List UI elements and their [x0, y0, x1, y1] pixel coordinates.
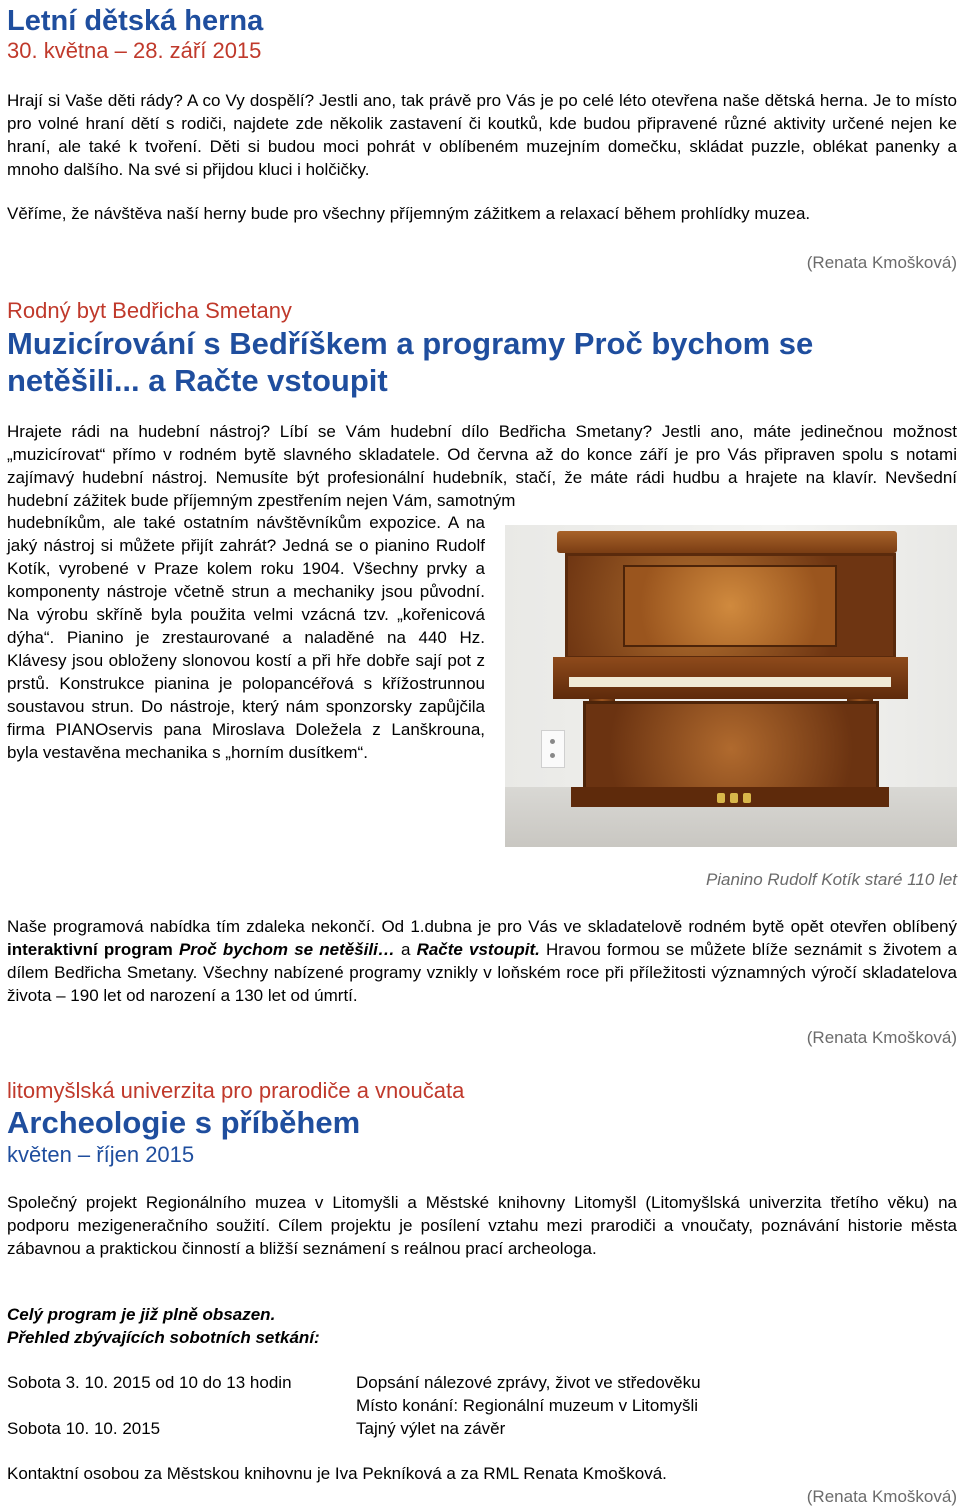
section-title-smetana: Muzicírování s Bedříškem a programy Proč bychom se netěšili... a Račte vstoupit — [7, 326, 814, 398]
paragraph-herna-closing: Věříme, že návštěva naší herny bude pro všechny příjemným zážitkem a relaxací během prohlídky muzea. — [7, 204, 811, 223]
piano-pedal — [717, 793, 725, 803]
section-kicker-smetana: Rodný byt Bedřicha Smetany — [7, 298, 292, 323]
section-title-herna: Letní dětská herna — [7, 5, 264, 37]
schedule-desc-2: Tajný výlet na závěr — [356, 1419, 506, 1438]
section-dates-herna: 30. května – 28. září 2015 — [7, 38, 262, 63]
author-signature: (Renata Kmošková) — [806, 1028, 957, 1047]
section-title-archeologie: Archeologie s příběhem — [7, 1105, 361, 1140]
piano-photo — [505, 525, 957, 847]
schedule-desc-1: Dopsání nálezové zprávy, život ve středověku — [356, 1373, 701, 1392]
bold-note-schedule: Přehled zbývajících sobotních setkání: — [7, 1328, 320, 1347]
piano-front-panel — [623, 565, 837, 647]
piano-lower-panel — [583, 701, 879, 797]
paragraph-smetana-piano: hudebníkům, ale také ostatním návštěvníkům expozice. A na jaký nástroj si můžete přijít zahrát? Jedná se o pianino Rudolf Kotík, vyrobené v Praze kolem roku 1904. Všechny prvky a komponenty nástroje včetně strun a mechaniky jsou původní. Na výrobu skříně byla použita velmi vzácná tzv. „kořenicová dýha“. Pianino je zrestaurované a naladěné na 440 Hz. Klávesy jsou obloženy slonovou kostí a při hře dobře sají pot z prstů. Konstrukce pianina je polopancéřová s křížostrunnou soustavou strun. Do nástroje, který nám sponzorsky zapůjčila firma PIANOservis pana Miroslava Doležela z Lanškrouna, byla vestavěna mechanika s „horním dusítkem“. — [7, 513, 485, 762]
author-signature: (Renata Kmošková) — [806, 253, 957, 272]
schedule-date-2: Sobota 10. 10. 2015 — [7, 1419, 161, 1438]
section-dates-archeologie: květen – říjen 2015 — [7, 1142, 195, 1167]
paragraph-smetana-programs: Naše programová nabídka tím zdaleka nekončí. Od 1.dubna je pro Vás ve skladatelově rodném bytě opět otevřen oblíbený interaktivní program Proč bychom se netěšili… a Račte vstoupit. Hravou formou se můžete blíže seznámit s životem a dílem Bedřicha Smetany. Všechny nabízené programy vznikly v loňském roce při příležitosti významných výročí skladatelova života – 190 let od narození a 130 let od úmrtí. — [7, 917, 957, 1005]
piano-keys — [569, 677, 891, 687]
schedule-place-1: Místo konání: Regionální muzeum v Litomyšli — [356, 1396, 699, 1415]
bold-note-full: Celý program je již plně obsazen. — [7, 1305, 276, 1324]
section-kicker-univerzita: litomyšlská univerzita pro prarodiče a vnoučata — [7, 1078, 465, 1103]
contact-line: Kontaktní osobou za Městskou knihovnu je Iva Pekníková a za RML Renata Kmošková. — [7, 1464, 667, 1483]
image-caption: Pianino Rudolf Kotík staré 110 let — [705, 870, 957, 889]
author-signature: (Renata Kmošková) — [806, 1487, 957, 1506]
wall-outlet — [541, 730, 565, 768]
piano-lid — [557, 531, 897, 553]
paragraph-herna-intro: Hrají si Vaše děti rády? A co Vy dospělí? Jestli ano, tak právě pro Vás je po celé léto otevřena naše dětská herna. Je to místo pro volné hraní dětí s rodiči, najdete zde několik zastavení či koutků, kde budou připravené různé aktivity určené nejen ke hraní, ale také k tvoření. Děti si budou moci pohrát v oblíbeném muzejním domečku, skládat puzzle, oblékat panenky a mnoho dalšího. Na své si přijdou kluci i holčičky. — [7, 91, 957, 179]
piano-pedal — [743, 793, 751, 803]
paragraph-archeologie: Společný projekt Regionálního muzea v Litomyšli a Městské knihovny Litomyšl (Litomyšlská univerzita třetího věku) na podporu mezigeneračního soužití. Cílem projektu je posílení vztahu mezi prarodiči a vnoučaty, poznávání historie města zábavnou a praktickou činností a bližší seznámení s reálnou prací archeologa. — [7, 1193, 957, 1258]
paragraph-smetana-intro: Hrajete rádi na hudební nástroj? Líbí se Vám hudební dílo Bedřicha Smetany? Jestli ano, máte jedinečnou možnost „muzicírovat“ přímo v rodném bytě slavného skladatele. Od června až do konce září je pro Vás připraven spolu s notami zajímavý hudební nástroj. Nemusíte být profesionální hudebník, stačí, že máte rádi hudbu a hrajete na klavír. Nevšední hudební zážitek bude příjemným zpestřením nejen Vám, samotným — [7, 422, 957, 510]
schedule-date-1: Sobota 3. 10. 2015 od 10 do 13 hodin — [7, 1373, 292, 1392]
piano-pedal — [730, 793, 738, 803]
